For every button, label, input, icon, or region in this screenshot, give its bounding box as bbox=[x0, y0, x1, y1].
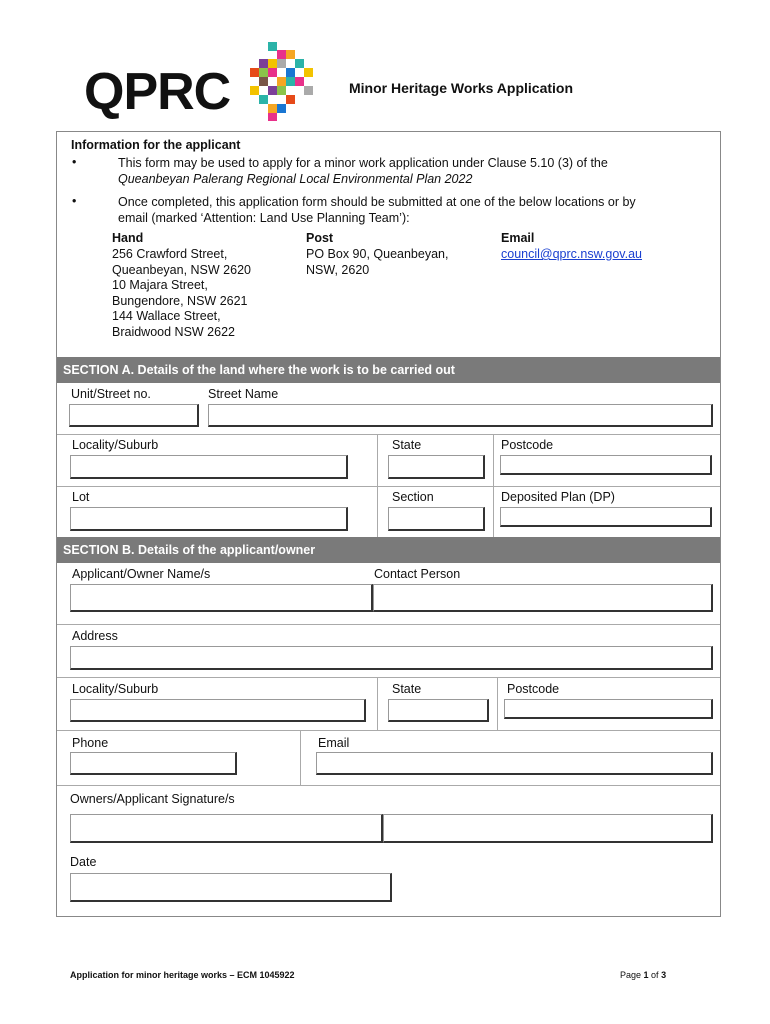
bullet1-plan-name: Queanbeyan Palerang Regional Local Environmental Plan 2022 bbox=[118, 172, 473, 186]
applicant-postcode-input[interactable] bbox=[504, 699, 713, 719]
hand-heading: Hand bbox=[112, 231, 144, 245]
divider bbox=[57, 677, 720, 678]
bullet-marker: • bbox=[72, 155, 77, 169]
bullet-marker: • bbox=[72, 194, 77, 208]
lot-input[interactable] bbox=[70, 507, 348, 531]
state-label: State bbox=[392, 438, 422, 452]
divider bbox=[497, 677, 498, 730]
applicant-postcode-label: Postcode bbox=[507, 682, 560, 696]
contact-person-input[interactable] bbox=[373, 584, 713, 612]
council-email-link[interactable]: council@qprc.nsw.gov.au bbox=[501, 247, 643, 261]
page-prefix: Page bbox=[620, 970, 644, 980]
signature-input-2[interactable] bbox=[383, 814, 713, 843]
unit-label: Unit/Street no. bbox=[71, 387, 151, 401]
unit-input[interactable] bbox=[69, 404, 199, 427]
divider bbox=[300, 730, 301, 785]
divider bbox=[57, 434, 720, 435]
qprc-logo-mosaic bbox=[246, 40, 326, 122]
applicant-email-label: Email bbox=[318, 736, 350, 750]
page-number bbox=[620, 970, 666, 980]
bullet1-text: This form may be used to apply for a minor work application under Clause 5.10 (3) of the bbox=[118, 156, 608, 170]
postcode-label: Postcode bbox=[501, 438, 554, 452]
info-heading: Information for the applicant bbox=[71, 138, 241, 152]
phone-input[interactable] bbox=[70, 752, 237, 775]
applicant-state-input[interactable] bbox=[388, 699, 489, 722]
applicant-name-label: Applicant/Owner Name/s bbox=[72, 567, 211, 581]
section-a-header: SECTION A. Details of the land where the work is to be carried out bbox=[57, 357, 720, 383]
address-label: Address bbox=[72, 629, 118, 643]
signature-label: Owners/Applicant Signature/s bbox=[70, 792, 235, 806]
section-label: Section bbox=[392, 490, 434, 504]
locality-label: Locality/Suburb bbox=[72, 438, 159, 452]
date-label: Date bbox=[70, 855, 97, 869]
applicant-locality-label: Locality/Suburb bbox=[72, 682, 159, 696]
divider bbox=[57, 785, 720, 786]
post-heading: Post bbox=[306, 231, 334, 245]
contact-person-label: Contact Person bbox=[374, 567, 461, 581]
footer-reference: Application for minor heritage works – ECM 1045922 bbox=[70, 970, 295, 980]
date-input[interactable] bbox=[70, 873, 392, 902]
page-current: 1 bbox=[643, 970, 649, 980]
address-input[interactable] bbox=[70, 646, 713, 670]
divider bbox=[377, 677, 378, 730]
page-of: of bbox=[648, 970, 662, 980]
street-input[interactable] bbox=[208, 404, 713, 427]
postcode-input[interactable] bbox=[500, 455, 712, 475]
divider bbox=[57, 730, 720, 731]
post-address: PO Box 90, Queanbeyan, NSW, 2620 bbox=[306, 247, 449, 277]
locality-input[interactable] bbox=[70, 455, 348, 479]
page-total: 3 bbox=[661, 970, 667, 980]
applicant-locality-input[interactable] bbox=[70, 699, 366, 722]
street-label: Street Name bbox=[208, 387, 279, 401]
qprc-logo-text: QPRC bbox=[84, 63, 231, 121]
phone-label: Phone bbox=[72, 736, 109, 750]
bullet2-text: Once completed, this application form should be submitted at one of the below locations or by bbox=[118, 195, 636, 209]
document-title: Minor Heritage Works Application bbox=[349, 80, 574, 96]
hand-addresses: 256 Crawford Street, Queanbeyan, NSW 2620 10 Majara Street, Bungendore, NSW 2621 144 Wallace Street, Braidwood NSW 2622 bbox=[112, 247, 251, 339]
dp-label: Deposited Plan (DP) bbox=[501, 490, 615, 504]
applicant-name-input[interactable] bbox=[70, 584, 373, 612]
divider bbox=[57, 486, 720, 487]
divider bbox=[57, 624, 720, 625]
email-heading: Email bbox=[501, 231, 535, 245]
lot-label: Lot bbox=[72, 490, 90, 504]
state-input[interactable] bbox=[388, 455, 485, 479]
dp-input[interactable] bbox=[500, 507, 712, 527]
signature-input-1[interactable] bbox=[70, 814, 383, 843]
section-b-header: SECTION B. Details of the applicant/owner bbox=[57, 537, 720, 563]
applicant-state-label: State bbox=[392, 682, 422, 696]
applicant-email-input[interactable] bbox=[316, 752, 713, 775]
bullet2-text-cont: email (marked ‘Attention: Land Use Planning Team’): bbox=[118, 211, 410, 225]
section-input[interactable] bbox=[388, 507, 485, 531]
